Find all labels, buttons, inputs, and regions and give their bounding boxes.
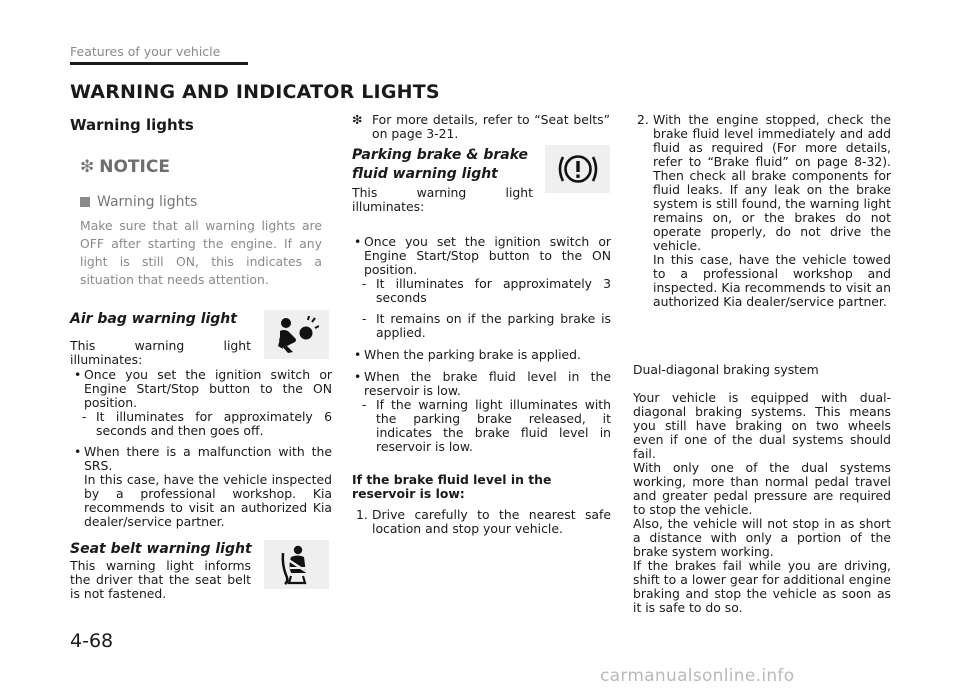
warning-lights-heading: Warning lights xyxy=(70,116,194,134)
square-bullet-icon xyxy=(80,197,90,207)
airbag-intro: This warning light illuminates: xyxy=(70,338,251,367)
brake-steps xyxy=(352,508,611,536)
list-subitem xyxy=(352,277,611,305)
list-subitem-text: If the warning light illuminates with the parking brake released, it indicates the brake fluid level in reservoir is low. xyxy=(376,397,611,454)
page-number: 4-68 xyxy=(70,630,114,652)
reference-note xyxy=(352,113,610,141)
list-item: • Once you set the ignition switch or Engine Start/Stop button to the ON position. xyxy=(352,235,611,277)
list-item xyxy=(633,113,891,253)
paragraph: With only one of the dual systems working, more than normal pedal travel and greater pedal pressure are required to stop the vehicle. xyxy=(633,460,891,517)
watermark: carmanualsonline.info xyxy=(600,666,795,686)
list-item: • When the brake fluid level in the reservoir is low. xyxy=(352,370,611,398)
list-subitem-text: It illuminates for approximately 6 seconds and then goes off. xyxy=(96,409,332,438)
list-subitem xyxy=(352,312,611,340)
list-item-continuation: In this case, have the vehicle inspected by a professional workshop. Kia recommends to visit an authorized Kia dealer/service partner. xyxy=(84,472,332,529)
star-marker-icon: ❇ xyxy=(352,112,363,127)
brake-warning-icon xyxy=(545,145,610,193)
notice-subtitle xyxy=(80,194,197,210)
notice-star-icon: ❇ xyxy=(80,157,95,177)
section-label: Features of your vehicle xyxy=(70,44,221,59)
dash-mark: - xyxy=(362,397,367,412)
notice-heading xyxy=(80,157,170,177)
list-item-continuation: In this case, have the vehicle towed to a professional workshop and inspected. Kia recommends to visit an authorized Kia dealer/service partner. xyxy=(653,252,891,309)
step-text: Drive carefully to the nearest safe location and stop your vehicle. xyxy=(372,507,611,536)
paragraph: Your vehicle is equipped with dual-diagonal braking systems. This means you still have braking on two wheels even if one of the dual systems should fail. xyxy=(633,390,891,461)
list-item: • Once you set the ignition switch or Engine Start/Stop button to the ON position. xyxy=(72,368,332,410)
header-rule xyxy=(70,62,248,65)
dual-braking-heading: Dual-diagonal braking system xyxy=(633,362,819,377)
list-subitem-text: It illuminates for approximately 3 seconds xyxy=(376,276,611,305)
list-item: • When there is a malfunction with the SRS. xyxy=(72,445,332,473)
notice-label: NOTICE xyxy=(99,157,170,177)
step-number: 2. xyxy=(637,112,649,127)
airbag-list xyxy=(72,368,332,529)
parking-brake-heading: Parking brake & brake fluid warning light xyxy=(352,147,529,182)
brake-fluid-low-heading: If the brake fluid level in the reservoir is low: xyxy=(352,472,552,501)
list-item: • When the parking brake is applied. xyxy=(352,348,611,362)
parking-intro: This warning light illuminates: xyxy=(352,185,533,214)
paragraph: Also, the vehicle will not stop in as short a distance with only a portion of the brake system working. xyxy=(633,516,891,559)
list-subitem-text: It remains on if the parking brake is applied. xyxy=(376,311,611,340)
airbag-warning-icon xyxy=(264,310,329,359)
seatbelt-reference xyxy=(352,113,610,141)
step-number: 1. xyxy=(356,507,368,522)
parking-list xyxy=(352,235,611,454)
dash-mark: - xyxy=(362,311,367,326)
seatbelt-heading: Seat belt warning light xyxy=(70,541,252,557)
list-subitem xyxy=(72,410,332,438)
page-title: WARNING AND INDICATOR LIGHTS xyxy=(70,81,440,103)
dual-braking-body xyxy=(633,391,891,615)
notice-subtitle-text: Warning lights xyxy=(97,194,198,210)
seatbelt-warning-icon xyxy=(264,540,329,589)
notice-text: Make sure that all warning lights are OFF after starting the engine. If any light is still ON, this indicates a situation that needs attention. xyxy=(80,218,322,287)
dash-mark: - xyxy=(82,409,87,424)
reference-note-text: For more details, refer to “Seat belts” on page 3-21. xyxy=(372,112,610,141)
dash-mark: - xyxy=(362,276,367,291)
list-subitem xyxy=(352,398,611,454)
brake-steps-continued xyxy=(633,113,891,309)
paragraph: If the brakes fail while you are driving, shift to a lower gear for additional engine braking and stop the vehicle as soon as it is safe to do so. xyxy=(633,558,891,615)
list-item xyxy=(352,508,611,536)
airbag-heading: Air bag warning light xyxy=(70,311,237,327)
step-text: With the engine stopped, check the brake fluid level immediately and add fluid as required (For more details, refer to “Brake fluid” on page 8-32). Then check all brake components for fluid leaks. If any leak on the brake system is still found, the warning light remains on, or the brakes do not operate properly, do not drive the vehicle. xyxy=(653,112,891,253)
seatbelt-text: This warning light informs the driver that the seat belt is not fastened. xyxy=(70,558,251,601)
